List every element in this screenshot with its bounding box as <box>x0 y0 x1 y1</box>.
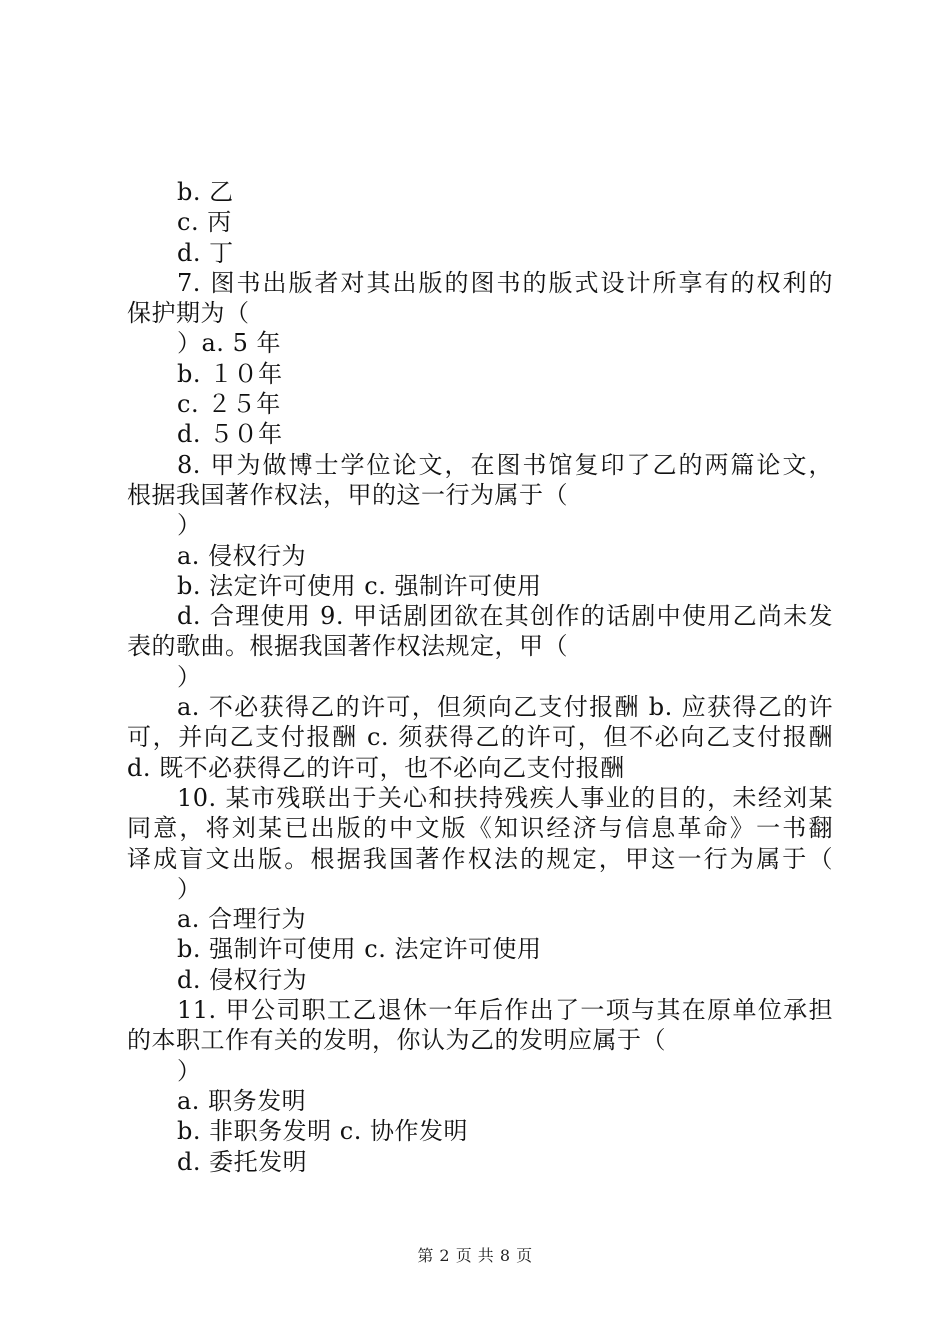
text-line: 7. 图书出版者对其出版的图书的版式设计所享有的权利的 <box>177 268 833 297</box>
text-line: d. 丁 <box>177 238 234 267</box>
text-line: 同意，将刘某已出版的中文版《知识经济与信息革命》一书翻 <box>127 814 833 843</box>
text-line: a. 不必获得乙的许可，但须向乙支付报酬 b. 应获得乙的许 <box>177 693 833 722</box>
text-line: a. 合理行为 <box>177 905 307 934</box>
text-line: ）a. 5 年 <box>177 329 281 358</box>
text-line: b. 乙 <box>177 178 234 206</box>
text-line: a. 职务发明 <box>177 1086 307 1115</box>
document-body <box>127 177 833 1177</box>
text-line: b. 强制许可使用 c. 法定许可使用 <box>177 935 542 964</box>
text-line: a. 侵权行为 <box>177 541 307 570</box>
text-line: 11. 甲公司职工乙退休一年后作出了一项与其在原单位承担 <box>177 996 833 1025</box>
text-line: d. 合理使用 9. 甲话剧团欲在其创作的话剧中使用乙尚未发 <box>177 602 833 631</box>
text-line: ） <box>177 662 202 691</box>
text-line: ） <box>177 874 202 903</box>
text-line: 保护期为（ <box>127 299 250 328</box>
text-line: b. 非职务发明 c. 协作发明 <box>177 1117 468 1146</box>
text-line: 可，并向乙支付报酬 c. 须获得乙的许可，但不必向乙支付报酬 <box>127 723 833 752</box>
text-line: ） <box>177 511 202 540</box>
text-line: c. ２５年 <box>177 390 281 419</box>
text-line: 译成盲文出版。根据我国著作权法的规定，甲这一行为属于（ <box>127 844 833 873</box>
text-line: ） <box>177 1056 202 1085</box>
text-line: b. １０年 <box>177 359 283 388</box>
text-line: b. 法定许可使用 c. 强制许可使用 <box>177 571 542 600</box>
text-line: 根据我国著作权法，甲的这一行为属于（ <box>127 480 568 509</box>
text-line: 的本职工作有关的发明，你认为乙的发明应属于（ <box>127 1026 666 1055</box>
text-line: d. 委托发明 <box>177 1147 308 1176</box>
text-line: d. 侵权行为 <box>177 965 308 994</box>
text-line: 表的歌曲。根据我国著作权法规定，甲（ <box>127 632 568 661</box>
page-number: 第 2 页 共 8 页 <box>417 1246 533 1265</box>
text-line: c. 丙 <box>177 208 232 237</box>
text-line: d. 既不必获得乙的许可，也不必向乙支付报酬 <box>127 753 625 782</box>
text-line: d. ５０年 <box>177 420 283 449</box>
text-line: 8. 甲为做博士学位论文，在图书馆复印了乙的两篇论文， <box>177 450 833 479</box>
text-line: 10. 某市残联出于关心和扶持残疾人事业的目的，未经刘某 <box>177 783 833 812</box>
